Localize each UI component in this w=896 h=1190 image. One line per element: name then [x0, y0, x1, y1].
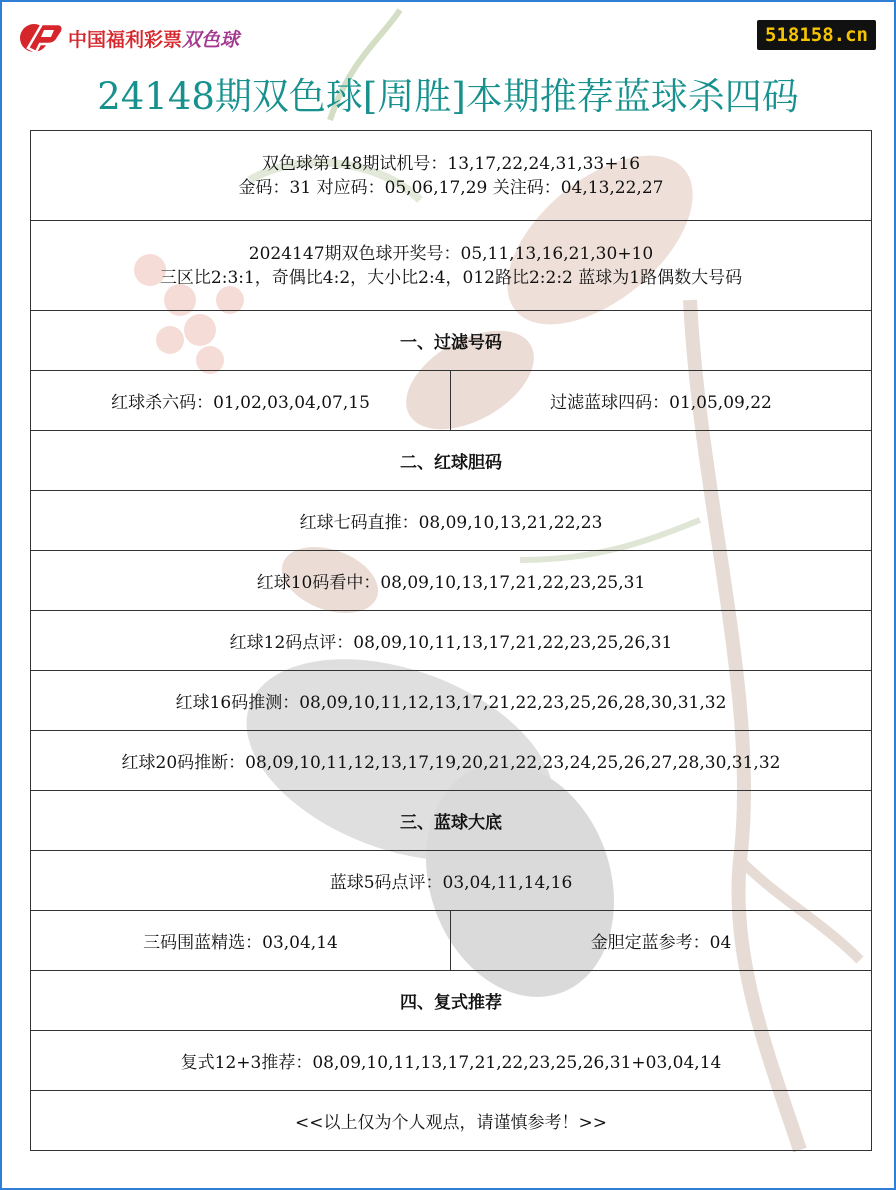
- table-row: [31, 311, 872, 371]
- trial-numbers: 双色球第148期试机号：13,17,22,24,31,33+16: [261, 153, 641, 174]
- table-row: [31, 221, 872, 311]
- section-title-filter: 一、过滤号码: [31, 311, 872, 371]
- table-row: [31, 611, 872, 671]
- table-row: [31, 131, 872, 221]
- recommendation-table: [30, 130, 872, 1151]
- red-twenty-codes: 红球20码推断：08,09,10,11,12,13,17,19,20,21,22,23,24,25,26,27,28,30,31,32: [31, 731, 872, 791]
- blue-filter-four: 过滤蓝球四码：01,05,09,22: [451, 371, 872, 431]
- table-row: [31, 911, 872, 971]
- logo-text-welfare: 中国福利彩票: [68, 28, 183, 51]
- logo-text-ssq: 双色球: [182, 28, 240, 51]
- table-row: [31, 371, 872, 431]
- red-kill-six: 红球杀六码：01,02,03,04,07,15: [31, 371, 451, 431]
- draw-analysis: 三区比2:3:1，奇偶比4:2，大小比2:4，012路比2:2:2 蓝球为1路偶数大号码: [159, 267, 743, 288]
- site-badge[interactable]: 518158.cn: [757, 20, 876, 50]
- draw-result-cell: [31, 221, 872, 311]
- lottery-logo: [18, 18, 239, 58]
- welfare-lottery-logo-icon: [18, 18, 64, 58]
- table-row: [31, 1091, 872, 1151]
- table-row: [31, 551, 872, 611]
- table-row: [31, 431, 872, 491]
- blue-three-codes: 三码围蓝精选：03,04,14: [31, 911, 451, 971]
- table-row: [31, 731, 872, 791]
- table-row: [31, 791, 872, 851]
- table-row: [31, 971, 872, 1031]
- red-ten-codes: 红球10码看中：08,09,10,13,17,21,22,23,25,31: [31, 551, 872, 611]
- blue-five-codes: 蓝球5码点评：03,04,11,14,16: [31, 851, 872, 911]
- section-title-combo: 四、复式推荐: [31, 971, 872, 1031]
- blue-golden-one: 金胆定蓝参考：04: [451, 911, 872, 971]
- golden-codes: 金码：31 对应码：05,06,17,29 关注码：04,13,22,27: [238, 177, 664, 198]
- section-title-blue-base: 三、蓝球大底: [31, 791, 872, 851]
- table-row: [31, 1031, 872, 1091]
- table-row: [31, 491, 872, 551]
- red-twelve-codes: 红球12码点评：08,09,10,11,13,17,21,22,23,25,26,31: [31, 611, 872, 671]
- combo-recommendation: 复式12+3推荐：08,09,10,11,13,17,21,22,23,25,26,31+03,04,14: [31, 1031, 872, 1091]
- trial-numbers-cell: [31, 131, 872, 221]
- disclaimer: <<以上仅为个人观点，请谨慎参考！>>: [31, 1091, 872, 1151]
- logo-text: [68, 25, 239, 52]
- red-sixteen-codes: 红球16码推测：08,09,10,11,12,13,17,21,22,23,25,26,28,30,31,32: [31, 671, 872, 731]
- table-row: [31, 671, 872, 731]
- section-title-red-core: 二、红球胆码: [31, 431, 872, 491]
- page-title: 24148期双色球[周胜]本期推荐蓝球杀四码: [97, 75, 799, 118]
- table-row: [31, 851, 872, 911]
- draw-numbers: 2024147期双色球开奖号：05,11,13,16,21,30+10: [248, 243, 654, 264]
- red-seven-codes: 红球七码直推：08,09,10,13,21,22,23: [31, 491, 872, 551]
